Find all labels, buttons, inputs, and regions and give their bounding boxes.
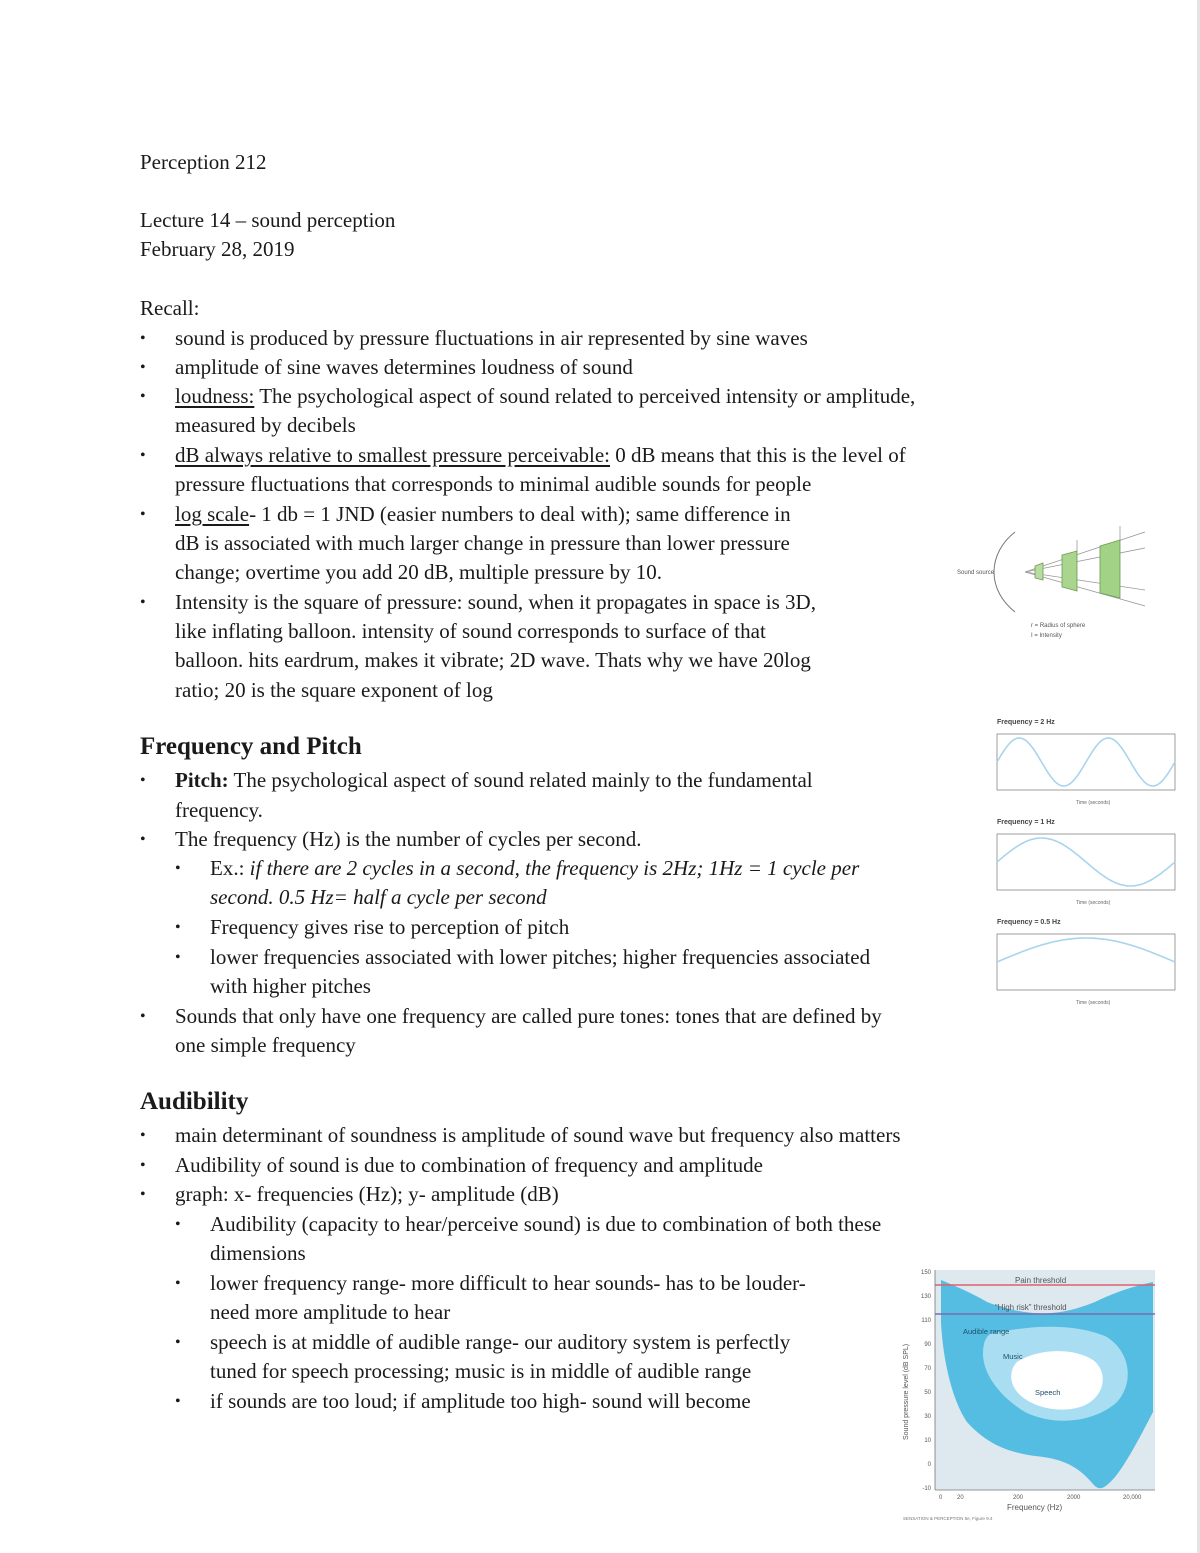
aud-subitem-1-cont: dimensions [210,1241,306,1265]
wave-title: Frequency = 2 Hz [997,719,1055,726]
bullet-dot: • [140,388,146,405]
x-tick-label: 200 [1013,1495,1024,1501]
recall-item-5-cont-2: change; overtime you add 20 dB, multiple pressure by 10. [175,560,662,584]
aud-item-1: main determinant of soundness is amplitude of sound wave but frequency also matters [175,1123,901,1147]
freq-item-1-text: The psychological aspect of sound related mainly to the fundamental [228,768,813,792]
freq-item-1-cont: frequency. [175,798,263,822]
sine-waves-diagram [985,712,1180,1008]
wave-xlabel: Time (seconds) [1076,800,1111,806]
x-tick-label: 0 [939,1495,943,1501]
freq-item-3-cont: one simple frequency [175,1033,356,1057]
bullet-dot: • [140,1127,146,1144]
course-title: Perception 212 [140,150,267,174]
speech-label: Speech [1035,1388,1061,1397]
bullet-dot: • [140,831,146,848]
wave-xlabel: Time (seconds) [1076,1000,1111,1006]
y-tick-label: 50 [924,1390,931,1396]
y-tick-label: 0 [927,1462,931,1468]
sine-wave-line [997,938,1175,962]
recall-item-2: amplitude of sine waves determines loudness of sound [175,355,633,379]
x-tick-label: 20 [957,1495,964,1501]
recall-item-6-cont-1: like inflating balloon. intensity of sound corresponds to surface of that [175,619,766,643]
freq-item-1 [175,766,813,795]
bullet-dot: • [175,1393,181,1410]
music-label: Music [1003,1352,1023,1361]
figure-caption: SENSATION & PERCEPTION 5e, Figure 9.4 [903,1516,993,1521]
term-db-relative: dB always relative to smallest pressure perceivable: [175,443,611,467]
freq-subitem-1 [210,854,859,883]
sine-waves-figure [985,712,1180,1008]
freq-item-2: The frequency (Hz) is the number of cycles per second. [175,827,642,851]
aud-item-3: graph: x- frequencies (Hz); y- amplitude (dB) [175,1182,559,1206]
recall-item-1: sound is produced by pressure fluctuations in air represented by sine waves [175,326,808,350]
term-log-scale: log scale [175,502,250,526]
freq-subitem-1-cont: second. 0.5 Hz= half a cycle per second [210,885,547,909]
freq-subitem-2: Frequency gives rise to perception of pitch [210,915,570,939]
recall-item-6-cont-2: balloon. hits eardrum, makes it vibrate; 2D wave. Thats why we have 20log [175,648,811,672]
bullet-dot: • [175,1216,181,1233]
aud-subitem-2-cont: need more amplitude to hear [210,1300,451,1324]
bullet-dot: • [140,1008,146,1025]
bullet-dot: • [140,1186,146,1203]
x-tick-label: 2000 [1067,1495,1081,1501]
wave-title: Frequency = 1 Hz [997,819,1055,826]
wave-frame [997,934,1175,990]
y-tick-label: 70 [924,1366,931,1372]
wave-xlabel: Time (seconds) [1076,900,1111,906]
freq-subitem-1-text: if there are 2 cycles in a second, the frequency is 2Hz; 1Hz = 1 cycle per [249,856,860,880]
recall-label: Recall: [140,296,200,320]
sine-wave-line [997,838,1175,886]
recall-item-6-cont-3: ratio; 20 is the square exponent of log [175,678,493,702]
aud-subitem-2: lower frequency range- more difficult to hear sounds- has to be louder- [210,1271,806,1295]
pain-threshold-label: Pain threshold [1015,1276,1067,1285]
y-tick-label: 130 [920,1294,931,1300]
bullet-dot: • [140,594,146,611]
y-tick-label: 10 [924,1438,931,1444]
bullet-dot: • [175,1275,181,1292]
section-heading-frequency: Frequency and Pitch [140,733,362,760]
y-tick-label: 90 [924,1342,931,1348]
y-tick-label: -10 [922,1486,931,1492]
freq-item-3: Sounds that only have one frequency are called pure tones: tones that are defined by [175,1004,882,1028]
bullet-dot: • [175,1334,181,1351]
bullet-dot: • [140,1157,146,1174]
inverse-square-figure [935,520,1150,650]
recall-item-3-cont: measured by decibels [175,413,356,437]
aud-subitem-3: speech is at middle of audible range- our auditory system is perfectly [210,1330,791,1354]
recall-item-3 [175,382,915,411]
freq-subitem-1-prefix: Ex.: [210,856,250,880]
bullet-dot: • [140,330,146,347]
legend-intensity: I = Intensity [1031,633,1062,639]
x-tick-label: 20,000 [1123,1495,1142,1501]
section-heading-audibility: Audibility [140,1088,249,1115]
aud-item-2: Audibility of sound is due to combination of frequency and amplitude [175,1153,763,1177]
audible-range-label: Audible range [963,1327,1010,1336]
bullet-dot: • [175,860,181,877]
y-axis-label: Sound pressure level (dB SPL) [903,1343,910,1440]
bullet-dot: • [140,772,146,789]
audibility-figure [895,1262,1160,1527]
sine-wave-line [997,738,1175,786]
recall-item-5 [175,500,791,529]
lecture-title: Lecture 14 – sound perception [140,208,396,232]
wave-title: Frequency = 0.5 Hz [997,919,1061,926]
y-tick-labels [921,1270,932,1492]
recall-item-5-cont-1: dB is associated with much larger change in pressure than lower pressure [175,531,790,555]
audibility-chart [895,1262,1160,1527]
bullet-dot: • [140,359,146,376]
lecture-date: February 28, 2019 [140,237,295,261]
source-label: Sound source [957,570,995,576]
aud-subitem-3-cont: tuned for speech processing; music is in middle of audible range [210,1359,752,1383]
term-loudness: loudness: [175,384,255,408]
inverse-square-diagram [935,520,1150,650]
freq-subitem-3: lower frequencies associated with lower pitches; higher frequencies associated [210,945,871,969]
aud-subitem-1: Audibility (capacity to hear/perceive sound) is due to combination of both these [210,1212,882,1236]
recall-item-5-text: - 1 db = 1 JND (easier numbers to deal with); same difference in [249,502,791,526]
bullet-dot: • [175,949,181,966]
aud-subitem-4: if sounds are too loud; if amplitude too high- sound will become [210,1389,751,1413]
x-tick-labels [939,1495,1142,1501]
recall-item-3-text: The psychological aspect of sound related to perceived intensity or amplitude, [254,384,916,408]
recall-item-4-text: 0 dB means that this is the level of [610,443,906,467]
term-pitch: Pitch: [175,768,229,792]
bullet-dot: • [140,506,146,523]
bullet-dot: • [140,447,146,464]
legend-radius: r = Radius of sphere [1031,623,1086,629]
bullet-dot: • [175,919,181,936]
x-axis-label: Frequency (Hz) [1007,1503,1063,1512]
y-tick-label: 150 [920,1270,931,1276]
y-tick-label: 30 [924,1414,931,1420]
recall-item-6: Intensity is the square of pressure: sound, when it propagates in space is 3D, [175,590,816,614]
y-tick-label: 110 [921,1318,931,1324]
high-risk-label: “High risk” threshold [995,1303,1067,1312]
recall-item-4-cont: pressure fluctuations that corresponds to minimal audible sounds for people [175,472,812,496]
recall-item-4 [175,441,906,470]
freq-subitem-3-cont: with higher pitches [210,974,371,998]
